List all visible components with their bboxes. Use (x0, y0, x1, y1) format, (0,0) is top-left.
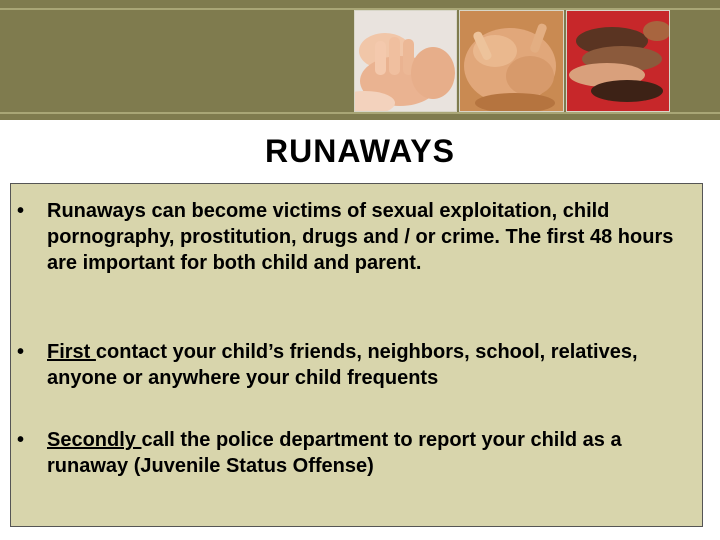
banner-divider (0, 120, 720, 124)
bullet-rest: contact your child’s friends, neighbors, school, relatives, anyone or anywhere your child frequents (47, 341, 638, 389)
clasped-hands-photo (459, 10, 564, 112)
content-box (10, 183, 703, 527)
adult-holding-baby-hand-photo (354, 10, 457, 112)
bullet-dot: • (17, 341, 25, 363)
bullet-text: Runaways can become victims of sexual exploitation, child pornography, prostitution, drugs and / or crime. The first 48 hours are important for both child and parent. (47, 200, 674, 274)
bullet-text (47, 339, 697, 391)
stacked-hands-photo (566, 10, 670, 112)
slide-title-text: RUNAWAYS (265, 133, 455, 169)
bullet-dot: • (17, 200, 25, 222)
bullet-lead-underlined: First (47, 341, 96, 363)
bullet-lead-underlined: Secondly (47, 429, 142, 451)
bullet-dot: • (17, 429, 25, 451)
slide-title (0, 133, 720, 170)
bullet-rest: call the police department to report your child as a runaway (Juvenile Status Offense) (47, 429, 622, 477)
bullet-text (47, 427, 697, 479)
banner-bottom-rule (0, 112, 720, 114)
